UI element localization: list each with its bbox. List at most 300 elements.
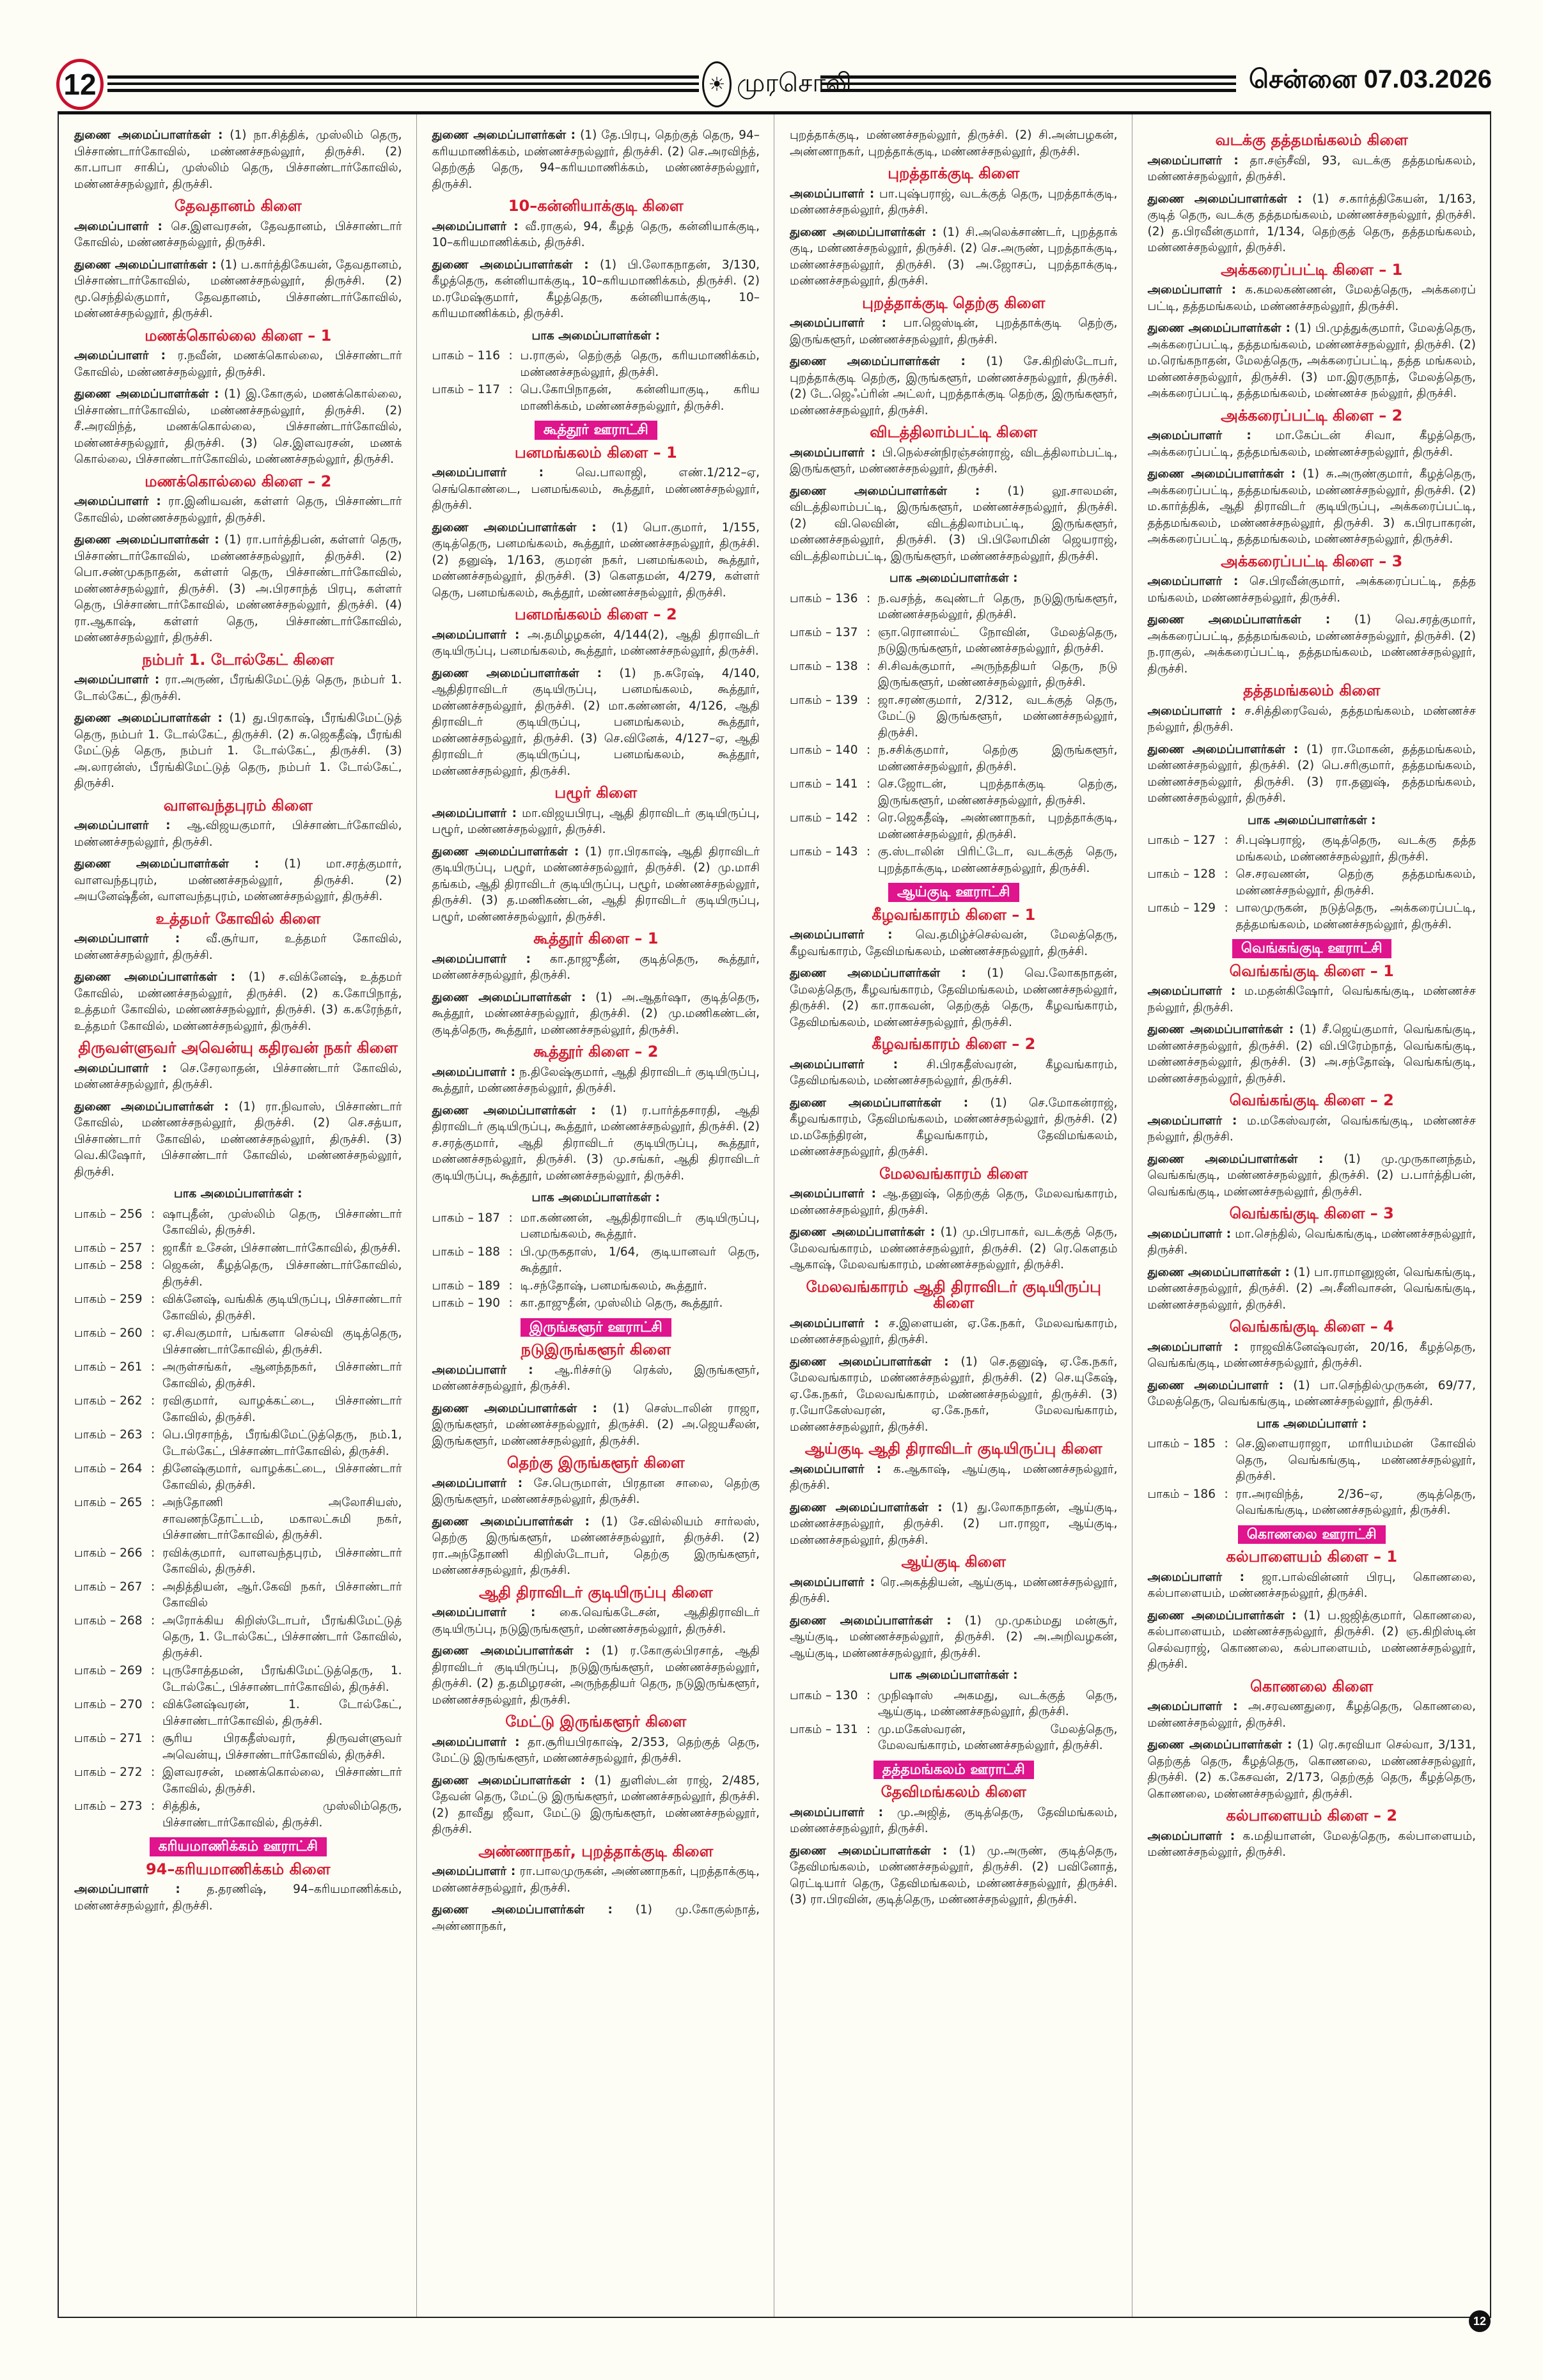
colon-separator: :: [866, 811, 871, 825]
section-subheading: பாக அமைப்பாளர்கள் :: [1247, 813, 1376, 827]
entry-text: (1) மு.பிரபாகர், வடக்குத் தெரு, மேலவங்காரம், மண்ணச்சநல்லூர், திருச்சி. (2) ரெ.கௌதம் ஆகாஷ், மேலவங்காரம், மண்ணச்சநல்லூர், திருச்சி.: [790, 1225, 1118, 1272]
member-entry: [790, 186, 1118, 219]
member-entry: [790, 1461, 1118, 1494]
column-2: [417, 114, 775, 2317]
colon-separator: :: [151, 1293, 155, 1306]
booth-entry: [74, 1206, 402, 1239]
panchayat-banner: வெங்கங்குடி ஊராட்சி: [1232, 939, 1391, 958]
member-entry: [432, 1401, 760, 1450]
booth-number: பாகம் – 131: [790, 1722, 858, 1736]
entry-text: (1) தே.பிரபு, தெற்குத் தெரு, 94–கரியமாணிக்கம், மண்ணச்சநல்லூர், திருச்சி. (2) செ.அரவிந்த், தெற்குத் தெரு, 94–கரியமாணிக்கம், மண்ணச்சநல்லூர், திருச்சி.: [432, 128, 760, 191]
booth-member: செ.இளையராஜா, மாரியம்மன் கோவில் தெரு, வெங்கங்குடி, மண்ணச்சநல்லூர், திருச்சி.: [1235, 1437, 1476, 1483]
member-entry: [74, 257, 402, 322]
branch-heading: நம்பர் 1. டோல்கேட் கிளை: [142, 650, 334, 669]
entry-text: ர.நவீன், மணக்கொல்லை, பிச்சாண்டார் கோவில், மண்ணச்சநல்லூர், திருச்சி.: [74, 349, 402, 379]
member-entry: [432, 844, 760, 926]
colon-separator: :: [1224, 1487, 1228, 1501]
entry-text: ராஜவிக்னேஷ்வரன், 20/16, கீழத்தெரு, வெங்கங்குடி, மண்ணச்சநல்லூர், திருச்சி.: [1147, 1340, 1476, 1370]
booth-number: பாகம் – 259: [74, 1293, 143, 1306]
member-entry: [1148, 612, 1476, 677]
member-entry: [1148, 282, 1476, 315]
entry-text: புறத்தாக்குடி, மண்ணச்சநல்லூர், திருச்சி. (2) சி.அன்பழகன், அண்ணாநகர், புறத்தாக்குடி, மண்ணச்சநல்லூர், திருச்சி.: [790, 128, 1118, 159]
booth-entry: [790, 591, 1118, 623]
entry-label: அமைப்பாளர் :: [74, 1883, 180, 1896]
entry-label: அமைப்பாளர் :: [790, 1575, 875, 1589]
member-entry: [74, 348, 402, 380]
entry-text: (1) ப.ஜஜித்குமார், கொணலை, கல்பாளையம், மண்ணச்சநல்லூர், திருச்சி. (2) ஞ.கிறிஸ்டின் செல்வராஜ், கொணலை, கல்பாளையம், மண்ணச்சநல்லூர், திருச்சி.: [1147, 1608, 1476, 1671]
entry-label: துணை அமைப்பாளர்கள் :: [1147, 613, 1331, 626]
entry-text: ரா.அருண், பீரங்கிமேட்டுத் தெரு, நம்பர் 1. டோல்கேட், திருச்சி.: [74, 673, 402, 703]
entry-label: அமைப்பாளர் :: [432, 466, 544, 479]
entry-text: (1) ரா.மோகன், தத்தமங்கலம், மண்ணச்சநல்லூர், திருச்சி. (2) பெ.சரிகுமார், தத்தமங்கலம், மண்ணச்சநல்லூர், திருச்சி. (3) ரா.தனுஷ், தத்தமங்கலம், மண்ணச்சநல்லூர், திருச்சி.: [1147, 742, 1476, 805]
entry-text: (1) ந.சுரேஷ், 4/140, ஆதிதிராவிடர் குடியிருப்பு, பனமங்கலம், கூத்தூர், மண்ணச்சநல்லூர், திருச்சி. (2) மா.கண்ணன், 4/126, ஆதி திராவிடர் குடியிருப்பு, பனமங்கலம், கூத்தூர், மண்ணச்சநல்லூர், திருச்சி. (3) செ.வினேக், 4/127–ஏ, ஆதி திராவிடர் குடியிருப்பு, பனமங்கலம், கூத்தூர், மண்ணச்சநல்லூர், திருச்சி.: [432, 666, 760, 778]
entry-label: அமைப்பாளர் :: [74, 673, 160, 687]
entry-label: துணை அமைப்பாளர்கள் :: [1147, 1023, 1294, 1036]
entry-text: (1) மு.கோகுல்நாத், அண்ணாநகர்,: [432, 1903, 760, 1933]
branch-heading: கல்பாளையம் கிளை – 1: [1226, 1548, 1398, 1566]
colon-separator: :: [151, 1664, 155, 1677]
booth-number: பாகம் – 128: [1147, 867, 1216, 881]
booth-number: பாகம் – 140: [790, 743, 858, 757]
member-entry: [790, 224, 1118, 290]
member-entry: [432, 1773, 760, 1838]
booth-number: பாகம் – 264: [74, 1462, 143, 1475]
entry-text: (1) து.பிரகாஷ், பீரங்கிமேட்டுத் தெரு, நம்பர் 1. டோல்கேட், திருச்சி. (2) சு.ஜெகதீஷ், பீரங்கி மேட்டுத் தெரு, நம்பர் 1. டோல்கேட், திருச்சி. (3) அ.லாரன்ஸ், பீரங்கிமேட்டுத் தெரு, நம்பர் 1. டோல்கேட், திருச்சி.: [74, 712, 402, 790]
booth-number: பாகம் – 186: [1147, 1487, 1216, 1501]
branch-heading: ஆய்குடி கிளை: [901, 1553, 1006, 1571]
booth-member: ந.வசந்த், கவுண்டர் தெரு, நடுஇருங்களூர், மண்ணச்சநல்லூர், திருச்சி.: [878, 591, 1118, 621]
entry-text: வீ.சூர்யா, உத்தமர் கோவில், மண்ணச்சநல்லூர், திருச்சி.: [74, 932, 402, 962]
booth-entry: [1148, 866, 1476, 899]
booth-number: பாகம் – 267: [74, 1580, 143, 1594]
entry-text: ஜா.பால்வின்னர் பிரபு, கொணலை, கல்பாளையம், மண்ணச்சநல்லூர், திருச்சி.: [1147, 1570, 1476, 1600]
entry-text: (1) நா.சித்திக், முஸ்லிம் தெரு, பிச்சாண்டார்கோவில், மண்ணச்சநல்லூர், திருச்சி. (2) கா.பாபா சாகிப், முஸ்லிம் தெரு, பிச்சாண்டார்கோவில், மண்ணச்சநல்லூர், திருச்சி.: [74, 128, 402, 191]
branch-heading: அண்ணாநகர், புறத்தாக்குடி கிளை: [478, 1842, 714, 1860]
branch-heading: திருவள்ளுவர் அவென்யு கதிரவன் நகர் கிளை: [78, 1039, 398, 1057]
member-entry: [74, 856, 402, 905]
entry-label: அமைப்பாளர் :: [74, 349, 166, 362]
panchayat-banner: கரியமாணிக்கம் ஊராட்சி: [150, 1837, 327, 1856]
colon-separator: :: [508, 383, 513, 396]
booth-entry: [74, 1427, 402, 1459]
header-rule-right: [820, 75, 1236, 92]
entry-label: அமைப்பாளர் :: [432, 1363, 533, 1377]
branch-heading: பனமங்கலம் கிளை – 2: [514, 605, 677, 623]
section-subheading: பாக அமைப்பாளர்கள் :: [889, 1668, 1018, 1682]
booth-number: பாகம் – 185: [1147, 1437, 1216, 1451]
colon-separator: :: [866, 845, 871, 859]
booth-member: தினேஷ்குமார், வாழக்கட்டை, பிச்சாண்டார் கோவில், திருச்சி.: [162, 1462, 402, 1492]
booth-entry: [790, 810, 1118, 843]
entry-label: அமைப்பாளர் :: [790, 1462, 882, 1476]
section-subheading: பாக அமைப்பாளர் :: [1257, 1417, 1367, 1431]
entry-label: துணை அமைப்பாளர்கள் :: [1147, 1152, 1324, 1166]
member-entry: [1148, 1737, 1476, 1802]
member-entry: [432, 1475, 760, 1508]
entry-label: துணை அமைப்பாளர்கள் :: [1147, 322, 1290, 335]
booth-member: சூரிய பிரகதீஸ்வரர், திருவள்ளுவர் அவென்யு, பிச்சாண்டார்கோவில், திருச்சி.: [162, 1732, 402, 1762]
colon-separator: :: [508, 1279, 513, 1293]
colon-separator: :: [508, 349, 513, 362]
entry-text: செ.பிரவீன்குமார், அக்கரைப்பட்டி, தத்த மங்கலம், மண்ணச்சநல்லூர், திருச்சி.: [1147, 575, 1476, 605]
member-entry: [74, 931, 402, 963]
entry-text: (1) ச.கார்த்திகேயன், 1/163, குடித் தெரு, வடக்கு தத்தமங்கலம், மண்ணச்சநல்லூர், திருச்சி. (2) த.பிரவீன்குமார், 1/134, தெற்குத் தெரு, தத்தமங்கலம், மண்ணச்சநல்லூர், திருச்சி.: [1147, 192, 1476, 254]
header-rule-left: [107, 75, 699, 92]
colon-separator: :: [151, 1800, 155, 1813]
member-entry: [1148, 1378, 1476, 1410]
entry-text: ச.சித்திரைவேல், தத்தமங்கலம், மண்ணச்ச நல்லூர், திருச்சி.: [1147, 704, 1476, 734]
entry-text: ச.இளையன், ஏ.கே.நகர், மேலவங்காரம், மண்ணச்சநல்லூர், திருச்சி.: [790, 1316, 1118, 1346]
booth-member: ஜாகீர் உசேன், பிச்சாண்டார்கோவில், திருச்சி.: [162, 1241, 401, 1255]
booth-entry: [790, 692, 1118, 742]
entry-text: அ.தமிழழகன், 4/144(2), ஆதி திராவிடர் குடியிருப்பு, பனமங்கலம், கூத்தூர், மண்ணச்சநல்லூர், திருச்சி.: [432, 628, 760, 658]
entry-text: த.தரணிஷ், 94–கரியமாணிக்கம், மண்ணச்சநல்லூர், திருச்சி.: [74, 1883, 402, 1913]
colon-separator: :: [866, 591, 871, 605]
booth-number: பாகம் – 262: [74, 1394, 143, 1408]
entry-text: ஆ.தனுஷ், தெற்குத் தெரு, மேலவங்காரம், மண்ணச்சநல்லூர், திருச்சி.: [790, 1187, 1118, 1217]
branch-heading: வாளவந்தபுரம் கிளை: [163, 796, 313, 814]
booth-number: பாகம் – 141: [790, 777, 858, 791]
entry-label: துணை அமைப்பாளர்கள் :: [74, 258, 217, 272]
entry-text: (1) மு.அருண், குடித்தெரு, தேவிமங்கலம், மண்ணச்சநல்லூர், திருச்சி. (2) பவினோத், ரெட்டியார் தெரு, தேவிமங்கலம், மண்ணச்சநல்லூர், திருச்சி. (3) ரா.பிரவின், குடித்தெரு, மண்ணச்சநல்லூர், திருச்சி.: [790, 1844, 1118, 1906]
entry-text: (1) செ.மோகன்ராஜ், கீழவங்காரம், தேவிமங்கலம், மண்ணச்சநல்லூர், திருச்சி. (2) ம.மகேந்திரன், கீழவங்காரம், தேவிமங்கலம், மண்ணச்சநல்லூர், திருச்சி.: [790, 1096, 1118, 1158]
booth-member: அருள்சங்கர், ஆனந்தநகர், பிச்சாண்டார் கோவில், திருச்சி.: [162, 1360, 402, 1390]
booth-member: பெ.கோபிநாதன், கன்னியாகுடி, கரிய மாணிக்கம், மண்ணச்சநல்லூர், திருச்சி.: [520, 383, 760, 413]
member-entry: [432, 1643, 760, 1708]
entry-text: (1) ப.கார்த்திகேயன், தேவதானம், பிச்சாண்டார்கோவில், மண்ணச்சநல்லூர், திருச்சி. (2) மூ.செந்தில்குமார், தேவதானம், பிச்சாண்டார்கோவில், மண்ணச்சநல்லூர், திருச்சி.: [74, 258, 402, 320]
colon-separator: :: [151, 1241, 155, 1255]
entry-label: துணை அமைப்பாளர்கள் :: [432, 1773, 586, 1787]
branch-heading: 10–கன்னியாக்குடி கிளை: [508, 197, 684, 215]
booth-entry: [74, 1291, 402, 1324]
entry-label: அமைப்பாளர் :: [432, 1735, 520, 1749]
entry-label: அமைப்பாளர் :: [432, 1865, 516, 1878]
booth-entry: [74, 1359, 402, 1392]
member-entry: [1148, 1569, 1476, 1602]
entry-label: அமைப்பாளர் :: [74, 932, 180, 945]
booth-entry: [1148, 832, 1476, 865]
member-entry: [790, 1057, 1118, 1089]
member-entry: [1148, 1022, 1476, 1087]
booth-entry: [432, 382, 760, 414]
entry-text: ம.மதன்கிஷோர், வெங்கங்குடி, மண்ணச்ச நல்லூர், திருச்சி.: [1147, 984, 1476, 1015]
colon-separator: :: [866, 625, 871, 639]
colon-separator: :: [866, 777, 871, 791]
colon-separator: :: [151, 1546, 155, 1560]
entry-text: தா.சஞ்சீவி, 93, வடக்கு தத்தமங்கலம், மண்ணச்சநல்லூர், திருச்சி.: [1147, 153, 1476, 183]
panchayat-banner: கூத்தூர் ஊராட்சி: [535, 421, 657, 440]
entry-text: மா.செந்தில், வெங்கங்குடி, மண்ணச்சநல்லூர், திருச்சி.: [1147, 1227, 1476, 1257]
member-entry: [432, 665, 760, 780]
entry-label: துணை அமைப்பாளர்கள் :: [432, 1103, 596, 1117]
branch-heading: மேலவங்காரம் கிளை: [879, 1164, 1028, 1183]
booth-number: பாகம் – 129: [1147, 901, 1216, 915]
entry-label: அமைப்பாளர் :: [432, 1476, 523, 1490]
entry-label: அமைப்பாளர் :: [432, 952, 531, 966]
booth-entry: [74, 1461, 402, 1493]
branch-heading: புறத்தாக்குடி தெற்கு கிளை: [862, 293, 1046, 312]
member-entry: [790, 1095, 1118, 1160]
branch-heading: அக்கரைப்பட்டி கிளை – 2: [1221, 406, 1403, 424]
member-entry: [432, 465, 760, 514]
entry-label: துணை அமைப்பாளர்கள் :: [74, 1100, 229, 1114]
member-entry: [790, 1575, 1118, 1607]
booth-number: பாகம் – 265: [74, 1496, 143, 1509]
branch-heading: கூத்தூர் கிளை – 1: [533, 929, 659, 947]
branch-heading: அக்கரைப்பட்டி கிளை – 3: [1221, 552, 1403, 570]
booth-number: பாகம் – 143: [790, 845, 858, 859]
entry-text: கை.வெங்கடேசன், ஆதிதிராவிடர் குடியிருப்பு, நடுஇருங்களூர், மண்ணச்சநல்லூர், திருச்சி.: [432, 1606, 760, 1636]
entry-text: (1) வெ.சரத்குமார், அக்கரைப்பட்டி, தத்தமங்கலம், மண்ணச்சநல்லூர், திருச்சி. (2) ந.ராகுல், அக்கரைப்பட்டி, தத்தமங்கலம், மண்ணச்சநல்லூர், திருச்சி.: [1147, 613, 1476, 676]
entry-label: துணை அமைப்பாளர்கள் :: [74, 387, 219, 401]
entry-label: துணை அமைப்பாளர்கள் :: [790, 355, 966, 368]
entry-label: அமைப்பாளர் :: [74, 819, 171, 832]
booth-entry: [1148, 900, 1476, 933]
booth-member: பாலமுருகன், நடுத்தெரு, அக்கரைப்பட்டி, தத்தமங்கலம், மண்ணச்சநல்லூர், திருச்சி.: [1235, 901, 1476, 931]
branch-heading: புறத்தாக்குடி கிளை: [888, 164, 1020, 182]
booth-entry: [790, 844, 1118, 876]
entry-label: அமைப்பாளர் :: [1147, 704, 1236, 718]
colon-separator: :: [866, 659, 871, 673]
member-entry: [1148, 703, 1476, 736]
branch-heading: தெற்கு இருங்களூர் கிளை: [506, 1454, 685, 1472]
booth-number: பாகம் – 187: [432, 1211, 500, 1225]
booth-number: பாகம் – 263: [74, 1428, 143, 1442]
branch-heading: பனமங்கலம் கிளை – 1: [514, 443, 677, 462]
member-entry: [1148, 1264, 1476, 1314]
entry-label: அமைப்பாளர் :: [790, 187, 875, 201]
member-entry: [432, 951, 760, 984]
member-entry: [1148, 573, 1476, 606]
member-entry: [432, 1902, 760, 1934]
entry-label: துணை அமைப்பாளர்கள் :: [790, 1844, 948, 1858]
member-entry: [74, 1099, 402, 1181]
panchayat-banner: தத்தமங்கலம் ஊராட்சி: [873, 1761, 1034, 1780]
entry-label: அமைப்பாளர் :: [1147, 1570, 1245, 1584]
booth-member: ப.ராகுல், தெற்குத் தெரு, கரியமாணிக்கம், மண்ணச்சநல்லூர், திருச்சி.: [520, 349, 760, 379]
member-entry: [432, 520, 760, 602]
booth-number: பாகம் – 272: [74, 1766, 143, 1779]
page-number-badge: 12: [56, 59, 104, 110]
branch-heading: ஆய்குடி ஆதி திராவிடர் குடியிருப்பு கிளை: [804, 1440, 1102, 1458]
entry-text: (1) செஸ்டாலின் ராஜா, இருங்களூர், மண்ணச்சநல்லூர், திருச்சி. (2) அ.ஜெயசீலன், இருங்களூர், மண்ணச்சநல்லூர், திருச்சி.: [432, 1401, 760, 1448]
member-entry: [790, 354, 1118, 419]
entry-text: (1) ரெ.சுரவியா செல்வா, 3/131, தெற்குத் தெரு, கீழத்தெரு, கொணலை, மண்ணச்சநல்லூர், திருச்சி. (2) க.கேசவன், 2/173, தெற்குத் தெரு, கீழத்தெரு, கொணலை, மண்ணச்சநல்லூர், திருச்சி.: [1147, 1738, 1476, 1801]
entry-label: துணை அமைப்பாளர்கள் :: [790, 1225, 936, 1239]
entry-label: துணை அமைப்பாளர்கள் :: [74, 712, 223, 725]
booth-member: விக்னேஷ், வங்கிக் குடியிருப்பு, பிச்சாண்டார் கோவில், திருச்சி.: [162, 1293, 402, 1323]
entry-text: (1) பி.முத்துக்குமார், மேலத்தெரு, அக்கரைப்பட்டி, தத்தமங்கலம், மண்ணச்சநல்லூர், திருச்சி. (2) ம.ரெங்கநாதன், மேலத்தெரு, அக்கரைப்பட்டி, தத்த மங்கலம், மண்ணச்சநல்லூர், திருச்சி. (3) மா.இரகுநாத், மேலத்தெரு, அக்கரைப்பட்டி, தத்தமங்கலம், மண்ணச்ச நல்லூர், திருச்சி.: [1147, 322, 1476, 400]
entry-text: வெ.தமிழ்ச்செல்வன், மேலத்தெரு, கீழவங்காரம், தேவிமங்கலம், மண்ணச்சநல்லூர், திருச்சி.: [790, 928, 1118, 958]
member-entry: [1148, 428, 1476, 460]
booth-member: ரா.அரவிந்த், 2/36–ஏ, குடித்தெரு, வெங்கங்குடி, மண்ணச்சநல்லூர், திருச்சி.: [1235, 1487, 1476, 1517]
colon-separator: :: [508, 1211, 513, 1225]
colon-separator: :: [866, 693, 871, 707]
entry-label: அமைப்பாளர் :: [790, 1316, 879, 1330]
entry-text: பா.புஷ்பராஜ், வடக்குத் தெரு, புறத்தாக்குடி, மண்ணச்சநல்லூர், திருச்சி.: [790, 187, 1118, 217]
booth-member: பி.முருகதாஸ், 1/64, குடியானவர் தெரு, கூத்தூர்.: [520, 1245, 760, 1275]
booth-member: டி.சந்தோஷ், பனமங்கலம், கூத்தூர்.: [520, 1279, 707, 1293]
booth-entry: [74, 1613, 402, 1662]
member-entry: [790, 483, 1118, 565]
booth-entry: [790, 776, 1118, 809]
entry-label: அமைப்பாளர் :: [1147, 1227, 1232, 1241]
booth-entry: [74, 1663, 402, 1695]
colon-separator: :: [508, 1245, 513, 1259]
branch-heading: பழூர் கிளை: [554, 784, 638, 802]
booth-entry: [1148, 1486, 1476, 1519]
entry-label: துணை அமைப்பாளர்கள் :: [790, 225, 937, 239]
member-entry: [1148, 1699, 1476, 1731]
colon-separator: :: [151, 1462, 155, 1475]
member-entry: [1148, 1339, 1476, 1372]
booth-entry: [790, 658, 1118, 691]
booth-number: பாகம் – 117: [432, 383, 500, 396]
branch-heading: மேட்டு இருங்களூர் கிளை: [505, 1713, 687, 1731]
booth-number: பாகம் – 189: [432, 1279, 500, 1293]
member-entry: [432, 257, 760, 322]
entry-text: (1) ரா.பிரகாஷ், ஆதி திராவிடர் குடியிருப்பு, பழூர், மண்ணச்சநல்லூர், திருச்சி. (2) மு.மாசி தங்கம், ஆதி திராவிடர் குடியிருப்பு, பழூர், மண்ணச்சநல்லூர், திருச்சி. (3) த.மணிகண்டன், ஆதி திராவிடர் குடியிருப்பு, பழூர், மண்ணச்சநல்லூர், திருச்சி.: [432, 844, 760, 924]
member-entry: [1148, 1608, 1476, 1673]
entry-text: மு.அஜித், குடித்தெரு, தேவிமங்கலம், மண்ணச்சநல்லூர், திருச்சி.: [790, 1805, 1118, 1835]
member-entry: [432, 627, 760, 660]
booth-number: பாகம் – 137: [790, 625, 858, 639]
branch-heading: வெங்கங்குடி கிளை – 3: [1229, 1204, 1394, 1222]
member-entry: [432, 219, 760, 251]
entry-label: அமைப்பாளர் :: [1147, 153, 1239, 167]
entry-text: (1) லூ.சாலமன், விடத்திலாம்பட்டி, இருங்களூர், மண்ணச்சநல்லூர், திருச்சி. (2) வி.லெவின், விடத்திலாம்பட்டி, இருங்களூர், மண்ணச்சநல்லூர், திருச்சி. (3) பி.பிலோமின் ஜெயராஜ், விடத்திலாம்பட்டி, இருங்களூர், மண்ணச்சநல்லூர், திருச்சி.: [790, 484, 1118, 563]
entry-text: வீ.ராகுல், 94, கீழத் தெரு, கன்னியாக்குடி, 10–கரியமாணிக்கம், திருச்சி.: [432, 219, 760, 249]
member-entry: [790, 1186, 1118, 1218]
booth-entry: [74, 1579, 402, 1612]
branch-heading: கீழவங்காரம் கிளை – 2: [872, 1035, 1036, 1053]
entry-label: அமைப்பாளர் :: [790, 1057, 898, 1071]
booth-member: மு.மகேஸ்வரன், மேலத்தெரு, மேலவங்காரம், மண்ணச்சநல்லூர், திருச்சி.: [878, 1722, 1118, 1752]
booth-member: ஷாபுதீன், முஸ்லிம் தெரு, பிச்சாண்டார் கோவில், திருச்சி.: [162, 1207, 402, 1237]
entry-text: ந.திலேஷ்குமார், ஆதி திராவிடர் குடியிருப்பு, கூத்தூர், மண்ணச்சநல்லூர், திருச்சி.: [432, 1065, 760, 1095]
entry-text: (1) ர.பார்த்தசாரதி, ஆதி திராவிடர் குடியிருப்பு, கூத்தூர், மண்ணச்சநல்லூர், திருச்சி. (2) ச.சரத்குமார், ஆதி திராவிடர் குடியிருப்பு, கூத்தூர், மண்ணச்சநல்லூர், திருச்சி. (3) மு.சங்கர், ஆதி திராவிடர் குடியிருப்பு, கூத்தூர், மண்ணச்சநல்லூர், திருச்சி.: [432, 1103, 760, 1183]
colon-separator: :: [151, 1698, 155, 1711]
member-entry: [74, 127, 402, 192]
booth-entry: [74, 1697, 402, 1729]
entry-label: துணை அமைப்பாளர்கள் :: [432, 1644, 590, 1658]
booth-member: ஞா.ரொனால்ட் நோவின், மேலத்தெரு, நடுஇருங்களூர், மண்ணச்சநல்லூர், திருச்சி.: [878, 625, 1118, 655]
entry-label: துணை அமைப்பாளர்கள் :: [432, 520, 597, 534]
entry-text: ஆ.விஜயகுமார், பிச்சாண்டர்கோவில், மண்ணச்சநல்லூர், திருச்சி.: [74, 819, 402, 849]
member-entry: [1148, 1151, 1476, 1201]
member-entry: [74, 1881, 402, 1914]
booth-number: பாகம் – 138: [790, 659, 858, 673]
member-entry: [1148, 466, 1476, 548]
entry-label: துணை அமைப்பாளர்கள் :: [790, 1096, 969, 1110]
member-entry: [74, 219, 402, 251]
booth-number: பாகம் – 273: [74, 1800, 143, 1813]
masthead-title: முரசொலி: [737, 68, 852, 98]
entry-text: ம.மகேஸ்வரன், வெங்கங்குடி, மண்ணச்ச நல்லூர், திருச்சி.: [1147, 1114, 1476, 1144]
entry-label: அமைப்பாளர் :: [790, 1805, 884, 1819]
entry-text: (1) ரா.பார்த்திபன், கள்ளர் தெரு, பிச்சாண்டார்கோவில், மண்ணச்சநல்லூர், திருச்சி. (2) பொ.சண்முகநாதன், கள்ளர் தெரு, பிச்சாண்டார்கோவில், மண்ணச்சநல்லூர், திருச்சி. (3) அ.பிரசாந்த் பிரபு, கள்ளர் தெரு, பிச்சாண்டார்கோவில், மண்ணச்சநல்லூர், திருச்சி. (4) ரா.ஆகாஷ், கள்ளர் தெரு, பிச்சாண்டார்கோவில், மண்ணச்சநல்லூர், திருச்சி.: [74, 533, 402, 644]
booth-member: மா.கண்ணன், ஆதிதிராவிடர் குடியிருப்பு, பனமங்கலம், கூத்தூர்.: [520, 1211, 760, 1241]
entry-text: ரா.இனியவன், கள்ளர் தெரு, பிச்சாண்டார் கோவில், மண்ணச்சநல்லூர், திருச்சி.: [74, 495, 402, 525]
booth-entry: [74, 1240, 402, 1257]
booth-member: சித்திக், முஸ்லிம்தெரு, பிச்சாண்டார்கோவில், திருச்சி.: [162, 1800, 402, 1830]
section-subheading: பாக அமைப்பாளர்கள் :: [889, 572, 1018, 585]
branch-heading: தேவிமங்கலம் கிளை: [881, 1783, 1026, 1801]
member-entry: [432, 1863, 760, 1896]
entry-text: (1) வெ.லோகநாதன், மேலத்தெரு, கீழவங்காரம், தேவிமங்கலம், மண்ணச்சநல்லூர், திருச்சி. (2) கா.ராகவன், தெற்குத் தெரு, கீழவங்காரம், தேவிமங்கலம், மண்ணச்சநல்லூர், திருச்சி.: [790, 967, 1118, 1029]
entry-label: துணை அமைப்பாளர்கள் :: [432, 666, 602, 680]
booth-entry: [432, 1278, 760, 1295]
member-entry: [790, 1613, 1118, 1662]
booth-number: பாகம் – 269: [74, 1664, 143, 1677]
entry-label: அமைப்பாளர் :: [1147, 575, 1239, 588]
member-entry: [790, 315, 1118, 348]
entry-label: துணை அமைப்பாளர்கள் :: [790, 1614, 952, 1628]
entry-label: துணை அமைப்பாளர்கள் :: [1147, 1608, 1297, 1622]
branch-heading: கொணலை கிளை: [1250, 1677, 1374, 1695]
booth-number: பாகம் – 127: [1147, 834, 1216, 847]
booth-number: பாகம் – 190: [432, 1296, 500, 1310]
entry-text: (1) ர.கோகுல்பிரசாத், ஆதி திராவிடர் குடியிருப்பு, நடுஇருங்களூர், மண்ணச்சநல்லூர், திருச்சி. (2) த.தமிழரசன், அருந்ததியர் தெரு, நடுஇருங்களூர், மண்ணச்சநல்லூர், திருச்சி.: [432, 1644, 760, 1707]
entry-label: துணை அமைப்பாளர் :: [1147, 1378, 1284, 1392]
booth-number: பாகம் – 258: [74, 1259, 143, 1272]
entry-text: (1) மு.முகம்மது மன்சூர், ஆய்குடி, மண்ணச்சநல்லூர், திருச்சி. (2) அ.அறிவழகன், ஆய்குடி, மண்ணச்சநல்லூர், திருச்சி.: [790, 1614, 1118, 1660]
entry-text: (1) பா.ராமானுஜன், வெங்கங்குடி, மண்ணச்சநல்லூர், திருச்சி. (2) அ.சீனிவாசன், வெங்கங்குடி, மண்ணச்சநல்லூர், திருச்சி.: [1147, 1265, 1476, 1312]
panchayat-banner: ஆய்குடி ஊராட்சி: [888, 883, 1019, 902]
dateline: சென்னை 07.03.2026: [1248, 65, 1492, 93]
entry-label: அமைப்பாளர் :: [1147, 984, 1236, 998]
branch-heading: மேலவங்காரம் ஆதி திராவிடர் குடியிருப்பு கிளை: [806, 1277, 1101, 1312]
colon-separator: :: [151, 1732, 155, 1745]
colon-separator: :: [151, 1580, 155, 1594]
member-entry: [790, 1224, 1118, 1273]
colon-separator: :: [151, 1207, 155, 1221]
booth-member: அதித்தியன், ஆர்.கேவி நகர், பிச்சாண்டார் கோவில்: [162, 1580, 402, 1610]
entry-text: கா.தாஜுதீன், குடித்தெரு, கூத்தூர், மண்ணச்சநல்லூர், திருச்சி.: [432, 952, 760, 982]
booth-number: பாகம் – 142: [790, 811, 858, 825]
entry-text: (1) ச.விக்னேஷ், உத்தமர் கோவில், மண்ணச்சநல்லூர், திருச்சி. (2) க.கோபிநாத், உத்தமர் கோவில், மண்ணச்சநல்லூர், திருச்சி. (3) க.கரேந்தர், உத்தமர் கோவில், மண்ணச்சநல்லூர், திருச்சி.: [74, 970, 402, 1033]
booth-member: ஜெகன், கீழத்தெரு, பிச்சாண்டார்கோவில், திருச்சி.: [162, 1259, 402, 1289]
entry-text: ஆ.ரிச்சர்டு ரெக்ஸ், இருங்களூர், மண்ணச்சநல்லூர், திருச்சி.: [432, 1363, 760, 1393]
booth-number: பாகம் – 116: [432, 349, 500, 362]
entry-label: துணை அமைப்பாளர்கள் :: [790, 1355, 949, 1369]
member-entry: [790, 1354, 1118, 1436]
section-subheading: பாக அமைப்பாளர்கள் :: [531, 1191, 661, 1204]
member-entry: [74, 532, 402, 646]
booth-number: பாகம் – 130: [790, 1688, 858, 1702]
member-entry: [790, 127, 1118, 160]
booth-member: ரவிகுமார், வாழக்கட்டை, பிச்சாண்டார் கோவில், திருச்சி.: [162, 1394, 402, 1424]
booth-number: பாகம் – 268: [74, 1614, 143, 1628]
entry-text: மா.கேப்டன் சிவா, கீழத்தெரு, அக்கரைப்பட்டி, தத்தமங்கலம், மண்ணச்சநல்லூர், திருச்சி.: [1147, 429, 1476, 459]
entry-label: துணை அமைப்பாளர்கள் :: [432, 1903, 613, 1917]
booth-member: முநிஷாஸ் அகமது, வடக்குத் தெரு, ஆய்குடி, மண்ணச்சநல்லூர், திருச்சி.: [878, 1688, 1118, 1718]
entry-text: (1) சி.அலெக்சாண்டர், புறத்தாக் குடி, மண்ணச்சநல்லூர், திருச்சி. (2) செ.அருண், புறத்தாக்குடி, மண்ணச்சநல்லூர், திருச்சி. (3) அ.ஜோசப், புறத்தாக்குடி, மண்ணச்சநல்லூர், திருச்சி.: [790, 225, 1118, 288]
entry-text: (1) சே.வில்லியம் சார்லஸ், தெற்கு இருங்களூர், மண்ணச்சநல்லூர், திருச்சி. (2) ரா.அந்தோணி கிறிஸ்டோபர், தெற்கு இருங்களூர், மண்ணச்சநல்லூர், திருச்சி.: [432, 1514, 760, 1577]
booth-entry: [790, 742, 1118, 775]
entry-label: அமைப்பாளர் :: [790, 316, 887, 330]
booth-entry: [74, 1764, 402, 1797]
entry-label: துணை அமைப்பாளர்கள் :: [432, 258, 589, 272]
branch-heading: மணக்கொல்லை கிளை – 1: [145, 326, 332, 345]
colon-separator: :: [151, 1428, 155, 1442]
footer-page-number: 12: [1469, 2310, 1491, 2332]
booth-entry: [432, 1295, 760, 1312]
member-entry: [790, 1500, 1118, 1549]
entry-label: துணை அமைப்பாளர்கள் :: [74, 533, 219, 547]
branch-heading: நடுஇருங்களூர் கிளை: [521, 1341, 671, 1358]
member-entry: [432, 1734, 760, 1767]
